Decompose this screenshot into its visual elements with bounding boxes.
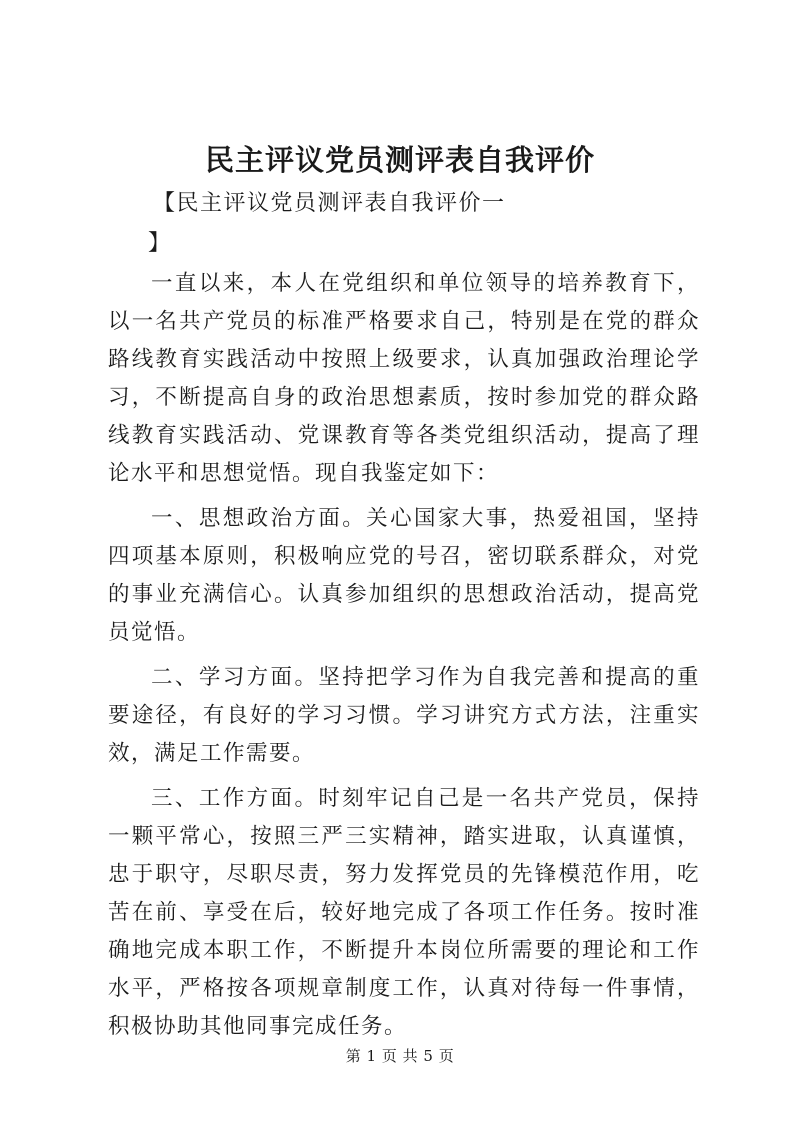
document-subtitle-closing-bracket: 】 bbox=[148, 231, 171, 256]
paragraph-study: 二、学习方面。坚持把学习作为自我完善和提高的重要途径，有良好的学习习惯。学习讲究方式方法，注重实效，满足工作需要。 bbox=[108, 665, 700, 766]
paragraph-work: 三、工作方面。时刻牢记自己是一名共产党员，保持一颗平常心，按照三严三实精神，踏实进取，认真谨慎，忠于职守，尽职尽责，努力发挥党员的先锋模范作用，吃苦在前、享受在后，较好地完成了各项工作任务。按时准确地完成本职工作，不断提升本岗位所需要的理论和工作水平，严格按各项规章制度工作，认真对待每一件事情，积极协助其他同事完成任务。 bbox=[108, 786, 700, 1039]
document-body bbox=[108, 265, 700, 1053]
page-title: 民主评议党员测评表自我评价 bbox=[204, 143, 595, 177]
page-footer: 第 1 页 共 5 页 bbox=[345, 1047, 455, 1065]
paragraph-intro: 一直以来，本人在党组织和单位领导的培养教育下，以一名共产党员的标准严格要求自己，特别是在党的群众路线教育实践活动中按照上级要求，认真加强政治理论学习，不断提高自身的政治思想素质，按时参加党的群众路线教育实践活动、党课教育等各类党组织活动，提高了理论水平和思想觉悟。现自我鉴定如下： bbox=[108, 271, 700, 486]
document-subtitle: 【民主评议党员测评表自我评价一 bbox=[153, 191, 506, 216]
paragraph-ideology: 一、思想政治方面。关心国家大事，热爱祖国，坚持四项基本原则，积极响应党的号召，密切联系群众，对党的事业充满信心。认真参加组织的思想政治活动，提高党员觉悟。 bbox=[108, 506, 700, 645]
